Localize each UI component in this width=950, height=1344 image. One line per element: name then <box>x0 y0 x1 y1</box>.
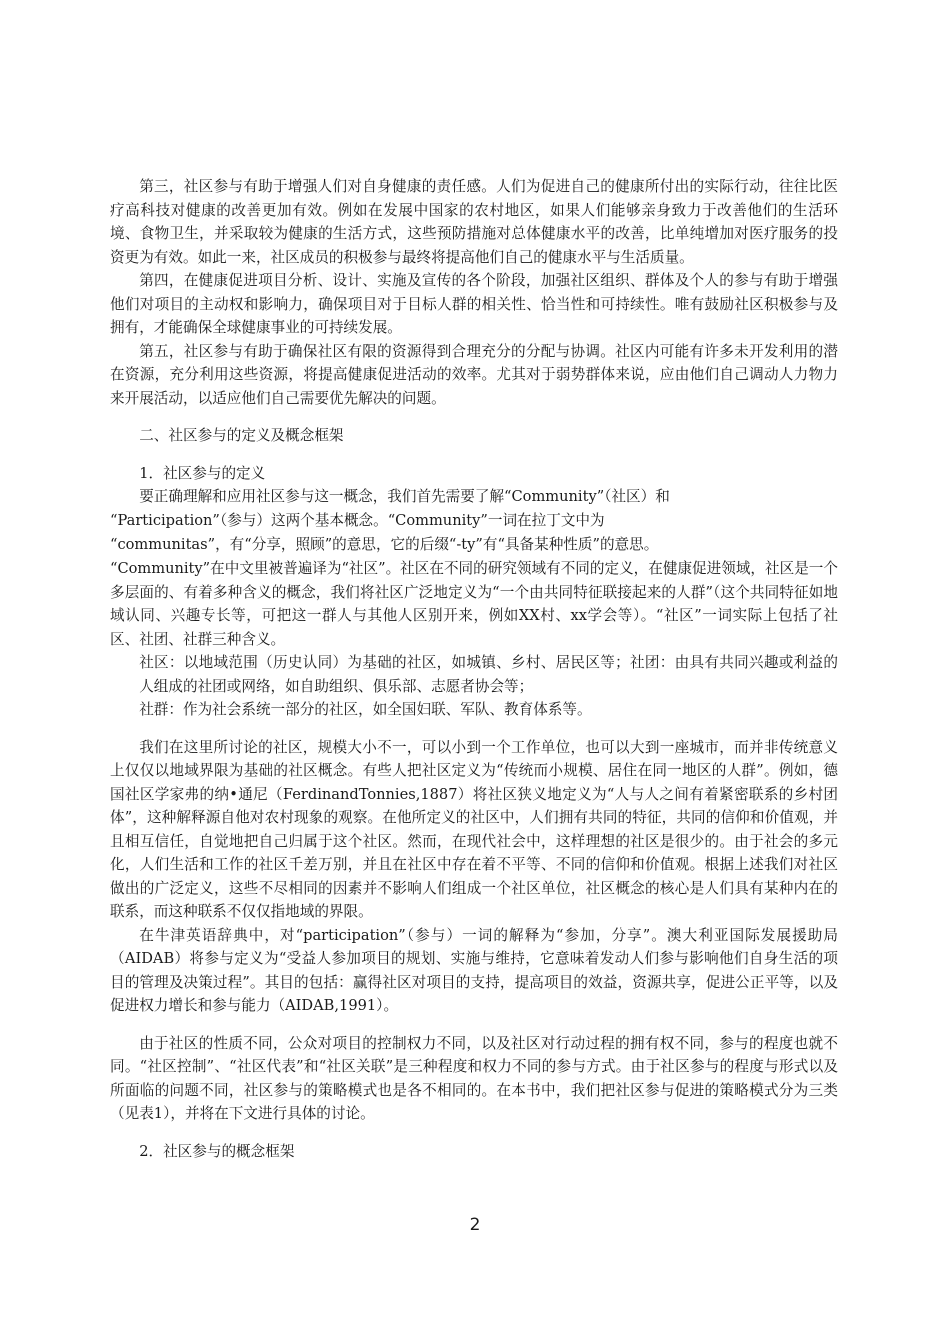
subsection-heading-definition: 1．社区参与的定义 <box>139 464 266 482</box>
paragraph-concept-line-1: 要正确理解和应用社区参与这一概念，我们首先需要了解“Community”（社区）和 <box>139 488 670 505</box>
paragraph-participation-definition: 在牛津英语辞典中，对“participation”（参与）一词的解释为“参加，分享”。澳大利亚国际发展援助局（AIDAB）将参与定义为“受益人参加项目的规划、实施与维持，它意味着发动人们参与影响他们自身生活的项目的管理及决策过程”。其目的包括：赢得社区对项目的支持，提高项目的效益，资源共享，促进公正平等，以及促进权力增长和参与能力（AIDAB,1991）。 <box>110 926 838 1014</box>
page-number: 2 <box>469 1215 481 1235</box>
paragraph-community-types: 社区：以地域范围（历史认同）为基础的社区，如城镇、乡村、居民区等；社团：由具有共同兴趣或利益的人组成的社团或网络，如自助组织、俱乐部、志愿者协会等； <box>139 654 838 695</box>
paragraph-participation-levels: 由于社区的性质不同，公众对项目的控制权力不同，以及社区对行动过程的拥有权不同，参与的程度也就不同。“社区控制”、“社区代表”和“社区关联”是三种程度和权力不同的参与方式。由于社区参与的程度与形式以及所面临的问题不同，社区参与的策略模式也是各不相同的。在本书中，我们把社区参与促进的策略模式分为三类（见表1），并将在下文进行具体的讨论。 <box>110 1034 838 1122</box>
spacer <box>110 1126 838 1140</box>
paragraph-concept-line-3: “communitas”，有“分享，照顾”的意思，它的后缀“-ty”有“具备某种性质”的意思。 <box>110 536 659 553</box>
paragraph-community-definition: “Community”在中文里被普遍译为“社区”。社区在不同的研究领域有不同的定义，在健康促进领域，社区是一个多层面的、有着多种含义的概念，我们将社区广泛地定义为“一个由共同特征联接起来的人群”（这个共同特征如地域认同、兴趣专长等，可把这一群人与其他人区别开来，例如XX村、xx学会等）。“社区”一词实际上包括了社区、社团、社群三种含义。 <box>110 560 838 648</box>
paragraph-fifth-benefit: 第五，社区参与有助于确保社区有限的资源得到合理充分的分配与协调。社区内可能有许多未开发利用的潜在资源，充分利用这些资源，将提高健康促进活动的效率。尤其对于弱势群体来说，应由他们自己调动人力物力来开展活动，以适应他们自己需要优先解决的问题。 <box>110 342 838 407</box>
spacer <box>110 410 838 424</box>
subsection-heading-framework: 2．社区参与的概念框架 <box>139 1142 295 1160</box>
paragraph-concept-line-2: “Participation”（参与）这两个基本概念。“Community”一词在拉丁文中为 <box>110 512 605 529</box>
paragraph-third-benefit: 第三，社区参与有助于增强人们对自身健康的责任感。人们为促进自己的健康所付出的实际行动，往往比医疗高科技对健康的改善更加有效。例如在发展中国家的农村地区，如果人们能够亲身致力于改善他们的生活环境、食物卫生，并采取较为健康的生活方式，这些预防措施对总体健康水平的改善，比单纯增加对医疗服务的投资更为有效。如此一来，社区成员的积极参与最终将提高他们自己的健康水平与生活质量。 <box>110 178 838 266</box>
spacer <box>110 722 838 736</box>
paragraph-community-groups: 社群：作为社会系统一部分的社区，如全国妇联、军队、教育体系等。 <box>139 701 592 718</box>
paragraph-fourth-benefit: 第四，在健康促进项目分析、设计、实施及宣传的各个阶段，加强社区组织、群体及个人的参与有助于增强他们对项目的主动权和影响力，确保项目对于目标人群的相关性、恰当性和可持续性。唯有鼓励社区积极参与及拥有，才能确保全球健康事业的可持续发展。 <box>110 272 838 336</box>
page-content <box>110 175 838 1163</box>
spacer <box>110 448 838 462</box>
spacer <box>110 1018 838 1032</box>
section-heading-definition-framework: 二、社区参与的定义及概念框架 <box>139 427 344 444</box>
paragraph-community-discussion: 我们在这里所讨论的社区，规模大小不一，可以小到一个工作单位，也可以大到一座城市，而并非传统意义上仅仅以地域界限为基础的社区概念。有些人把社区定义为“传统而小规模、居住在同一地区的人群”。例如，德国社区学家弗的纳•通尼（FerdinandTonnies,1887）将社区狭义地定义为“人与人之间有着紧密联系的乡村团体”，这种解释源自他对农村现象的观察。在他所定义的社区中，人们拥有共同的特征，共同的信仰和价值观，并且相互信任，自觉地把自己归属于这个社区。然而，在现代社会中，这样理想的社区是很少的。由于社会的多元化，人们生活和工作的社区千差万别，并且在社区中存在着不平等、不同的信仰和价值观。根据上述我们对社区做出的广泛定义，这些不尽相同的因素并不影响人们组成一个社区单位，社区概念的核心是人们具有某种内在的联系，而这种联系不仅仅指地域的界限。 <box>110 738 838 920</box>
